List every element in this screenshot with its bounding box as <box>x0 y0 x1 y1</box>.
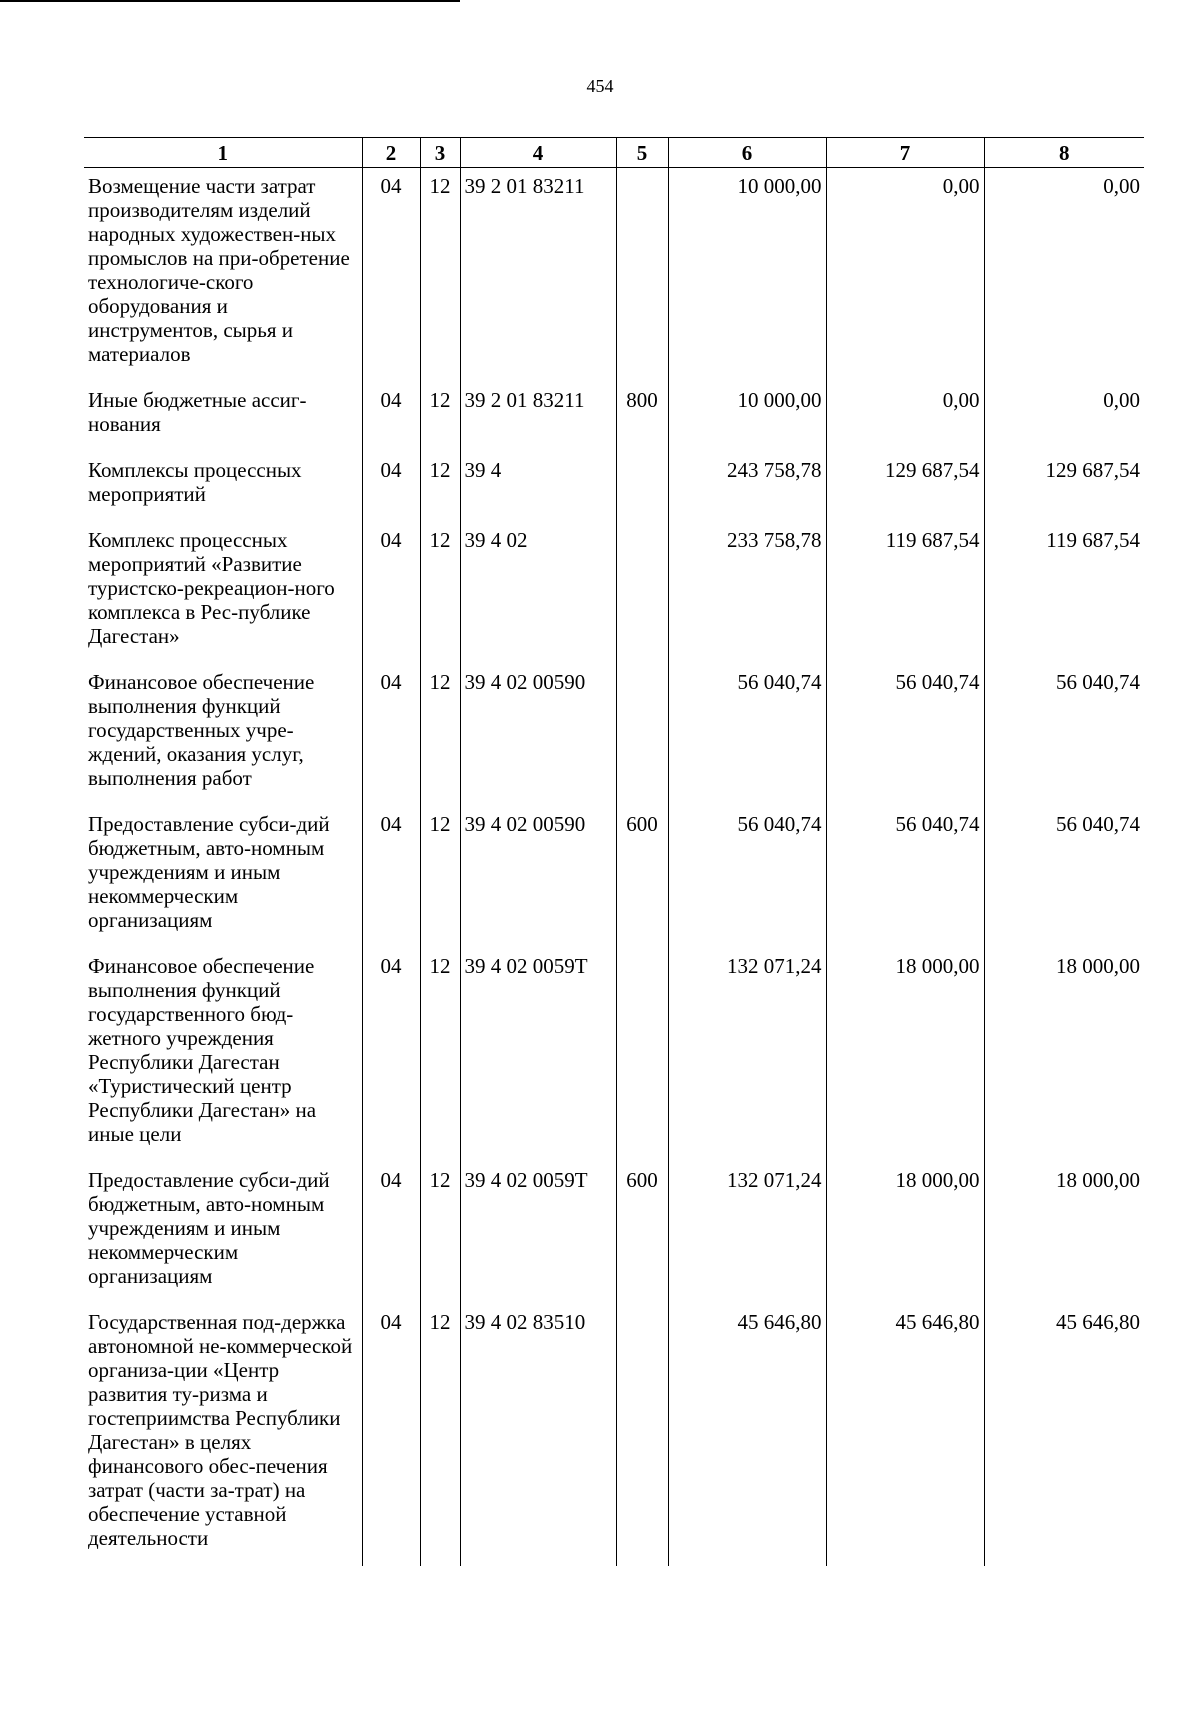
subsection-code-cell: 12 <box>420 522 460 664</box>
amount-col6-cell: 243 758,78 <box>668 452 826 522</box>
amount-col8-cell: 18 000,00 <box>984 948 1144 1162</box>
amount-col7-cell: 0,00 <box>826 168 984 383</box>
amount-col7-cell: 119 687,54 <box>826 522 984 664</box>
header-cell: 3 <box>420 138 460 168</box>
amount-col6-cell: 10 000,00 <box>668 168 826 383</box>
header-cell: 2 <box>362 138 420 168</box>
target-article-cell: 39 2 01 83211 <box>460 382 616 452</box>
target-article-cell: 39 2 01 83211 <box>460 168 616 383</box>
item-name-cell: Предоставление субси-дий бюджетным, авто-номным учреждениям и иным некоммерческим организациям <box>88 1168 330 1288</box>
subsection-code-cell: 12 <box>420 948 460 1162</box>
table-row <box>84 522 1144 664</box>
header-cell: 5 <box>616 138 668 168</box>
item-name-cell: Финансовое обеспечение выполнения функций государственных учре-ждений, оказания услуг, выполнения работ <box>88 670 315 790</box>
amount-col8-cell: 119 687,54 <box>984 522 1144 664</box>
amount-col7-cell: 18 000,00 <box>826 1162 984 1304</box>
amount-col6-cell: 56 040,74 <box>668 664 826 806</box>
header-cell: 4 <box>460 138 616 168</box>
table-row <box>84 1162 1144 1304</box>
header-cell: 8 <box>984 138 1144 168</box>
section-code-cell: 04 <box>362 168 420 383</box>
item-name-cell: Предоставление субси-дий бюджетным, авто-номным учреждениям и иным некоммерческим организациям <box>88 812 330 932</box>
header-cell: 6 <box>668 138 826 168</box>
item-name-cell: Финансовое обеспечение выполнения функций государственного бюд-жетного учреждения Республики Дагестан «Туристический центр Республики Дагестан» на иные цели <box>88 954 317 1146</box>
subsection-code-cell: 12 <box>420 1162 460 1304</box>
amount-col8-cell: 0,00 <box>984 382 1144 452</box>
amount-col8-cell: 0,00 <box>984 168 1144 383</box>
header-row <box>84 138 1144 168</box>
table-row <box>84 664 1144 806</box>
amount-col6-cell: 45 646,80 <box>668 1304 826 1566</box>
amount-col8-cell: 18 000,00 <box>984 1162 1144 1304</box>
amount-col6-cell: 132 071,24 <box>668 948 826 1162</box>
amount-col6-cell: 56 040,74 <box>668 806 826 948</box>
header-cell: 7 <box>826 138 984 168</box>
amount-col7-cell: 56 040,74 <box>826 806 984 948</box>
table-row <box>84 382 1144 452</box>
target-article-cell: 39 4 02 00590 <box>460 806 616 948</box>
target-article-cell: 39 4 02 0059Т <box>460 948 616 1162</box>
item-name-cell: Возмещение части затрат производителям изделий народных художествен-ных промыслов на при-обретение технологиче-ского оборудования и инструментов, сырья и материалов <box>88 174 350 366</box>
subsection-code-cell: 12 <box>420 664 460 806</box>
amount-col6-cell: 10 000,00 <box>668 382 826 452</box>
section-code-cell: 04 <box>362 1304 420 1566</box>
target-article-cell: 39 4 <box>460 452 616 522</box>
target-article-cell: 39 4 02 0059Т <box>460 1162 616 1304</box>
item-name-cell: Государственная под-держка автономной не-коммерческой организа-ции «Центр развития ту-ризма и гостеприимства Республики Дагестан» в целях финансового обес-печения затрат (части за-трат) на обеспечение уставной деятельности <box>88 1310 353 1550</box>
amount-col8-cell: 56 040,74 <box>984 664 1144 806</box>
amount-col6-cell: 233 758,78 <box>668 522 826 664</box>
expense-type-cell: 800 <box>616 382 668 452</box>
subsection-code-cell: 12 <box>420 452 460 522</box>
amount-col7-cell: 18 000,00 <box>826 948 984 1162</box>
expense-type-cell <box>616 948 668 1162</box>
item-name-cell: Иные бюджетные ассиг-нования <box>88 388 307 436</box>
expense-type-cell <box>616 522 668 664</box>
section-code-cell: 04 <box>362 452 420 522</box>
table-row <box>84 948 1144 1162</box>
item-name-cell: Комплексы процессных мероприятий <box>88 458 302 506</box>
amount-col7-cell: 129 687,54 <box>826 452 984 522</box>
amount-col6-cell: 132 071,24 <box>668 1162 826 1304</box>
page-number: 454 <box>586 76 614 96</box>
item-name-cell: Комплекс процессных мероприятий «Развитие туристско-рекреацион-ного комплекса в Рес-публике Дагестан» <box>88 528 335 648</box>
amount-col7-cell: 0,00 <box>826 382 984 452</box>
amount-col8-cell: 45 646,80 <box>984 1304 1144 1566</box>
subsection-code-cell: 12 <box>420 382 460 452</box>
section-code-cell: 04 <box>362 948 420 1162</box>
amount-col8-cell: 129 687,54 <box>984 452 1144 522</box>
section-code-cell: 04 <box>362 522 420 664</box>
expense-type-cell <box>616 664 668 806</box>
expense-type-cell <box>616 452 668 522</box>
amount-col8-cell: 56 040,74 <box>984 806 1144 948</box>
section-code-cell: 04 <box>362 664 420 806</box>
budget-table <box>84 137 1144 1566</box>
target-article-cell: 39 4 02 <box>460 522 616 664</box>
section-code-cell: 04 <box>362 806 420 948</box>
expense-type-cell: 600 <box>616 806 668 948</box>
amount-col7-cell: 56 040,74 <box>826 664 984 806</box>
header-cell: 1 <box>84 138 362 168</box>
target-article-cell: 39 4 02 00590 <box>460 664 616 806</box>
subsection-code-cell: 12 <box>420 806 460 948</box>
section-code-cell: 04 <box>362 1162 420 1304</box>
expense-type-cell: 600 <box>616 1162 668 1304</box>
table-row <box>84 1304 1144 1566</box>
amount-col7-cell: 45 646,80 <box>826 1304 984 1566</box>
expense-type-cell <box>616 168 668 383</box>
section-code-cell: 04 <box>362 382 420 452</box>
target-article-cell: 39 4 02 83510 <box>460 1304 616 1566</box>
table-row <box>84 806 1144 948</box>
top-scan-rule <box>0 0 460 2</box>
table-row <box>84 452 1144 522</box>
expense-type-cell <box>616 1304 668 1566</box>
table-row <box>84 168 1144 383</box>
subsection-code-cell: 12 <box>420 168 460 383</box>
subsection-code-cell: 12 <box>420 1304 460 1566</box>
